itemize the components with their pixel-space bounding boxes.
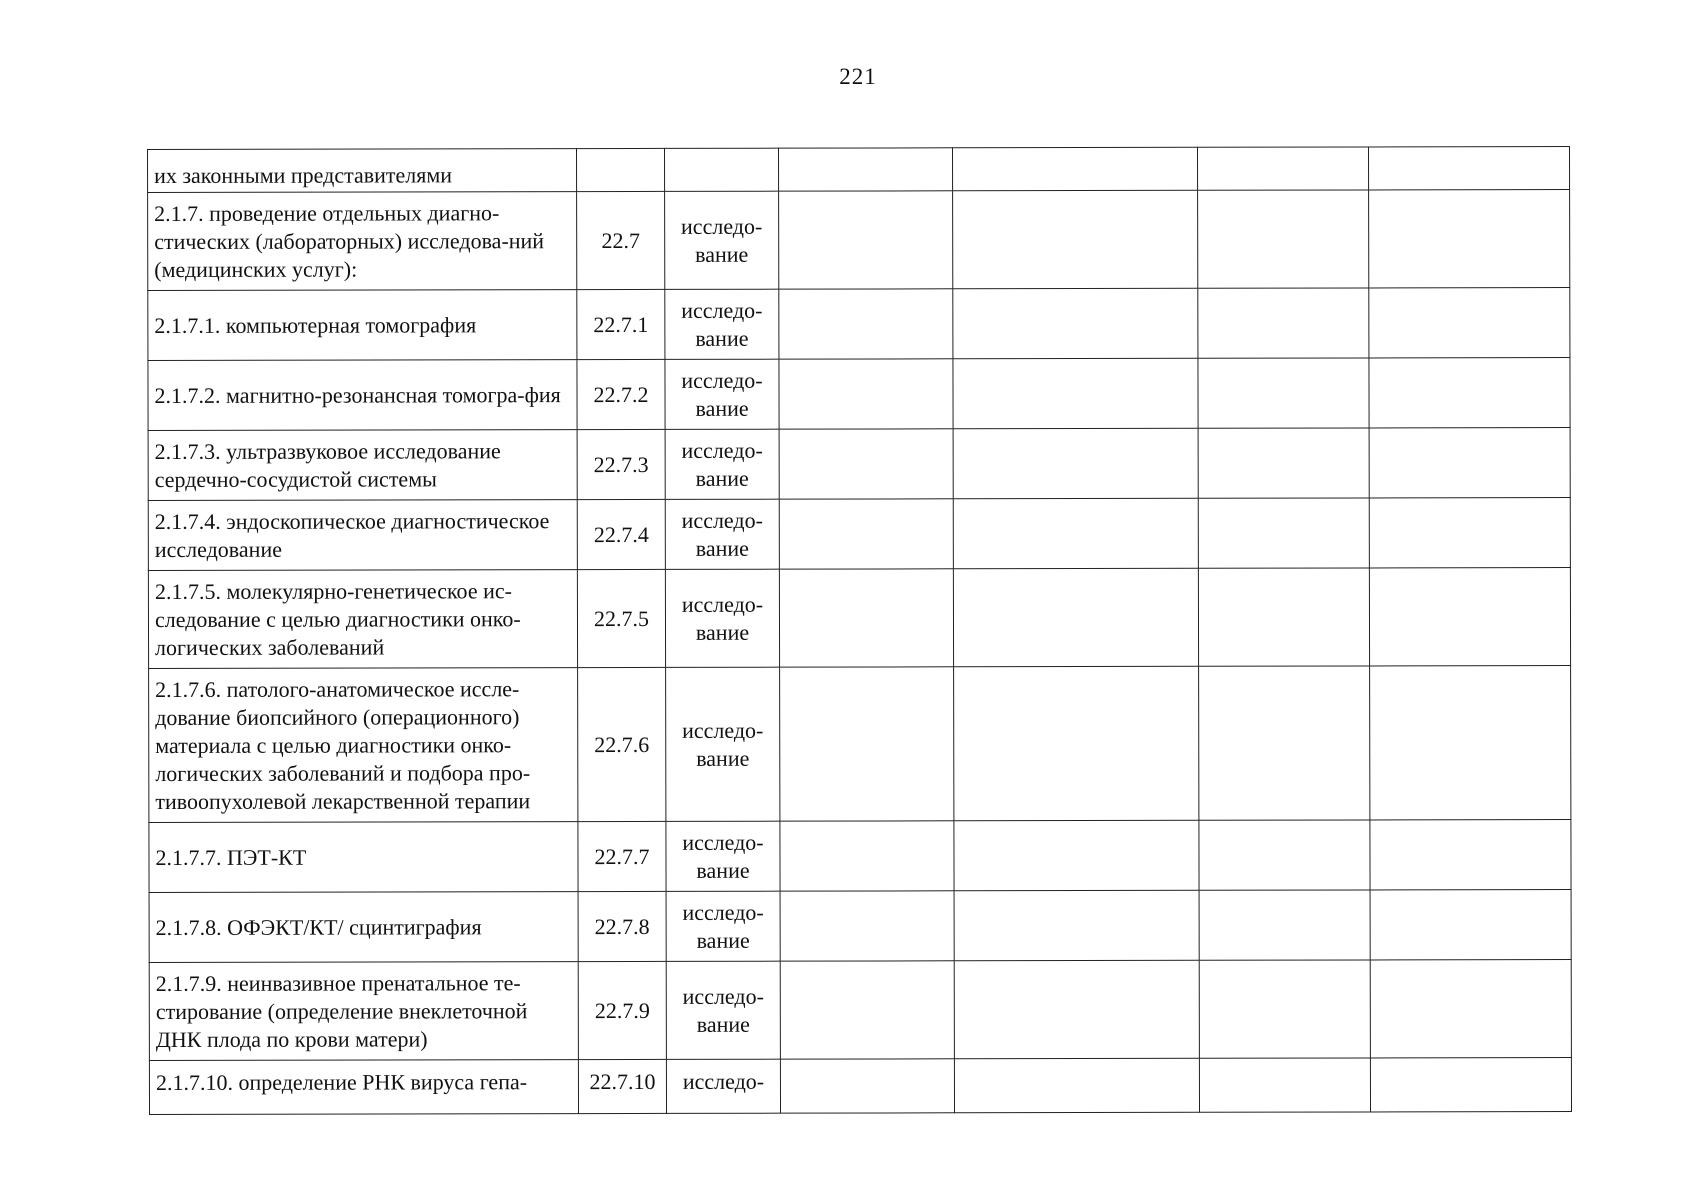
table-row <box>149 890 1571 963</box>
empty-cell <box>779 569 953 667</box>
empty-cell <box>779 191 953 289</box>
row-unit: исследо-вание <box>666 961 780 1059</box>
row-code: 22.7.5 <box>577 569 665 667</box>
table-row <box>149 820 1571 893</box>
services-table <box>147 146 1572 1115</box>
empty-cell <box>1198 498 1369 568</box>
row-name: 2.1.7.9. неинвазивное пренатальное те-стирование (определение внеклеточной ДНК плода по крови матери) <box>149 962 578 1061</box>
empty-cell <box>1198 568 1369 666</box>
empty-cell <box>1199 820 1370 890</box>
row-code: 22.7.2 <box>577 359 665 429</box>
row-code: 22.7.3 <box>577 429 665 499</box>
row-code <box>577 148 665 191</box>
empty-cell <box>954 666 1199 821</box>
row-code: 22.7.6 <box>578 667 666 821</box>
empty-cell <box>1199 960 1370 1058</box>
table-row <box>149 1058 1571 1115</box>
row-unit: исследо-вание <box>666 821 780 891</box>
empty-cell <box>1368 147 1569 190</box>
row-unit: исследо-вание <box>666 891 780 961</box>
empty-cell <box>1198 190 1369 288</box>
table-row <box>148 498 1570 571</box>
empty-cell <box>1370 820 1571 890</box>
empty-cell <box>952 147 1197 191</box>
row-name: 2.1.7.2. магнитно-резонансная томогра-фия <box>148 360 577 431</box>
row-unit: исследо- <box>666 1059 780 1113</box>
empty-cell <box>953 428 1198 499</box>
empty-cell <box>1370 890 1571 960</box>
row-name: 2.1.7.10. определение РНК вируса гепа- <box>149 1060 578 1115</box>
row-code: 22.7.10 <box>578 1059 666 1113</box>
row-code: 22.7.7 <box>578 821 666 891</box>
empty-cell <box>780 891 954 961</box>
empty-cell <box>1369 428 1570 498</box>
row-name: 2.1.7.3. ультразвуковое исследование сердечно-сосудистой системы <box>148 430 577 501</box>
empty-cell <box>954 820 1199 891</box>
row-unit: исследо-вание <box>665 289 779 359</box>
row-name: 2.1.7. проведение отдельных диагно-стических (лабораторных) исследова-ний (медицинских услуг): <box>148 192 577 291</box>
empty-cell <box>779 359 953 429</box>
empty-cell <box>1198 288 1369 358</box>
empty-cell <box>953 358 1198 429</box>
empty-cell <box>953 190 1198 289</box>
empty-cell <box>1369 358 1570 428</box>
empty-cell <box>780 821 954 891</box>
empty-cell <box>779 499 953 569</box>
empty-cell <box>1369 190 1570 288</box>
row-code: 22.7 <box>577 191 665 289</box>
empty-cell <box>1369 498 1570 568</box>
empty-cell <box>778 148 952 191</box>
row-unit: исследо-вание <box>665 569 779 667</box>
row-name: их законными представителями <box>148 149 577 193</box>
empty-cell <box>1199 890 1370 960</box>
row-unit: исследо-вание <box>666 667 780 821</box>
empty-cell <box>1370 666 1571 820</box>
empty-cell <box>953 498 1198 569</box>
row-code: 22.7.4 <box>577 499 665 569</box>
empty-cell <box>780 667 954 821</box>
table-row <box>148 147 1570 193</box>
table-row <box>148 428 1570 501</box>
empty-cell <box>1369 288 1570 358</box>
empty-cell <box>954 890 1199 961</box>
table-row <box>148 358 1570 431</box>
empty-cell <box>953 568 1198 667</box>
empty-cell <box>1197 147 1368 190</box>
empty-cell <box>1370 1058 1571 1112</box>
empty-cell <box>1198 428 1369 498</box>
row-code: 22.7.1 <box>577 289 665 359</box>
empty-cell <box>1199 1058 1370 1112</box>
empty-cell <box>954 960 1199 1059</box>
row-name: 2.1.7.4. эндоскопическое диагностическое исследование <box>148 500 577 571</box>
row-unit: исследо-вание <box>665 429 779 499</box>
empty-cell <box>1370 960 1571 1058</box>
empty-cell <box>779 429 953 499</box>
row-name: 2.1.7.5. молекулярно-генетическое ис-следование с целью диагностики онко-логических заболеваний <box>148 570 577 669</box>
row-name: 2.1.7.7. ПЭТ-КТ <box>149 822 578 893</box>
row-unit: исследо-вание <box>665 191 779 289</box>
row-name: 2.1.7.1. компьютерная томография <box>148 290 577 361</box>
empty-cell <box>779 289 953 359</box>
table-row <box>148 190 1570 291</box>
table-row <box>149 960 1571 1061</box>
table-row <box>149 666 1571 823</box>
empty-cell <box>1198 358 1369 428</box>
table-row <box>148 568 1570 669</box>
row-code: 22.7.9 <box>578 961 666 1059</box>
row-code: 22.7.8 <box>578 891 666 961</box>
empty-cell <box>953 288 1198 359</box>
table-row <box>148 288 1570 361</box>
empty-cell <box>780 961 954 1059</box>
row-unit: исследо-вание <box>665 499 779 569</box>
row-unit <box>664 148 778 191</box>
row-unit: исследо-вание <box>665 359 779 429</box>
empty-cell <box>1369 568 1570 666</box>
row-name: 2.1.7.8. ОФЭКТ/КТ/ сцинтиграфия <box>149 892 578 963</box>
page-number: 221 <box>839 64 877 89</box>
empty-cell <box>780 1059 954 1113</box>
row-name: 2.1.7.6. патолого-анатомическое иссле-дование биопсийного (операционного) материала с целью диагностики онко-логических заболеваний и подбора про-тивоопухолевой лекарственной терапии <box>149 668 578 823</box>
empty-cell <box>954 1058 1199 1113</box>
empty-cell <box>1199 666 1370 820</box>
